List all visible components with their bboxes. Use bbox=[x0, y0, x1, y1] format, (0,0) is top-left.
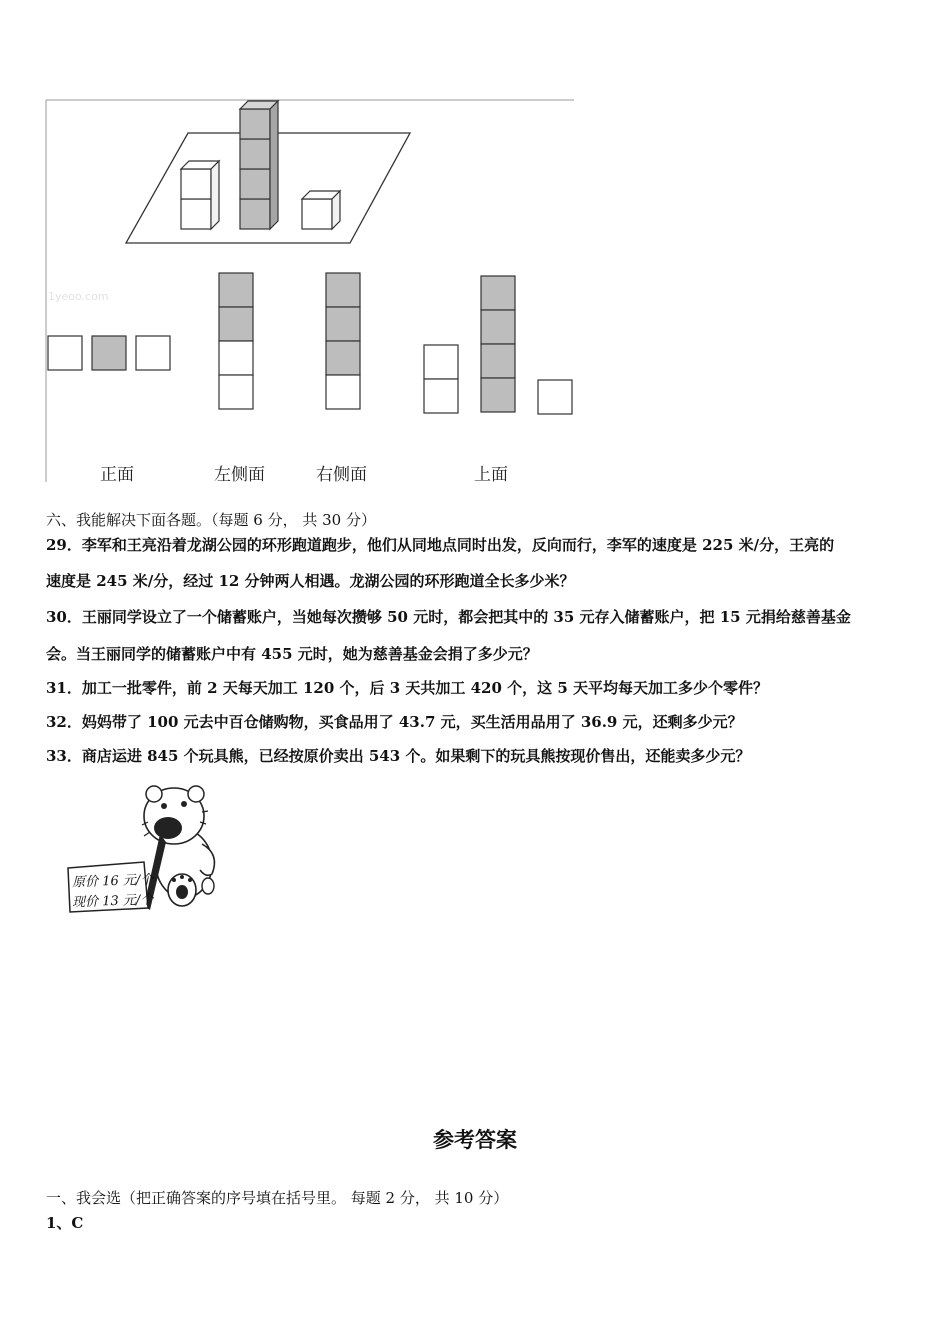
watermark: 1yeoo.com bbox=[48, 290, 109, 303]
toy-bear-illustration bbox=[64, 782, 224, 922]
single-cube bbox=[302, 191, 340, 229]
question-29-line2: 速度是 245 米/分，经过 12 分钟两人相遇。龙湖公园的环形跑道全长多少米？ bbox=[46, 572, 575, 590]
answers-title: 参考答案 bbox=[433, 1127, 517, 1152]
question-30-line2: 会。当王丽同学的储蓄账户中有 455 元时，她为慈善基金会捐了多少元？ bbox=[46, 645, 538, 663]
answer-1: 1、C bbox=[46, 1214, 84, 1232]
original-price-label: 原价 16 元/个 bbox=[71, 872, 154, 891]
cube-views-drawing bbox=[44, 98, 576, 486]
answers-section-1-heading: 一、我会选（把正确答案的序号填在括号里。 每题 2 分， 共 10 分） bbox=[46, 1189, 509, 1207]
question-30-line1: 30．王丽同学设立了一个储蓄账户，当她每次攒够 50 元时，都会把其中的 35 元存入储蓄账户，把 15 元捐给慈善基金 bbox=[46, 608, 851, 626]
right-view-label: 右侧面 bbox=[316, 465, 367, 485]
question-32: 32．妈妈带了 100 元去中百仓储购物，买食品用了 43.7 元，买生活用品用了 36.9 元，还剩多少元？ bbox=[46, 713, 743, 731]
top-view bbox=[424, 276, 572, 414]
left-cube-stack bbox=[181, 161, 219, 229]
left-view-label: 左侧面 bbox=[214, 465, 265, 485]
top-view-label: 上面 bbox=[474, 465, 508, 485]
question-31: 31．加工一批零件，前 2 天每天加工 120 个，后 3 天共加工 420 个，这 5 天平均每天加工多少个零件？ bbox=[46, 679, 769, 697]
question-29-line1: 29．李军和王亮沿着龙湖公园的环形跑道跑步，他们从同地点同时出发，反向而行，李军的速度是 225 米/分，王亮的 bbox=[46, 536, 835, 554]
front-view bbox=[48, 336, 170, 370]
question-33: 33．商店运进 845 个玩具熊，已经按原价卖出 543 个。如果剩下的玩具熊按现价售出，还能卖多少元？ bbox=[46, 747, 751, 765]
tall-cube-stack bbox=[240, 101, 278, 229]
front-view-label: 正面 bbox=[100, 465, 134, 485]
cube-views-figure bbox=[44, 98, 576, 486]
current-price-label: 现价 13 元/个 bbox=[71, 892, 154, 911]
section-6-heading: 六、我能解决下面各题。（每题 6 分， 共 30 分） bbox=[46, 511, 376, 529]
left-side-view bbox=[219, 273, 253, 409]
right-side-view bbox=[326, 273, 360, 409]
